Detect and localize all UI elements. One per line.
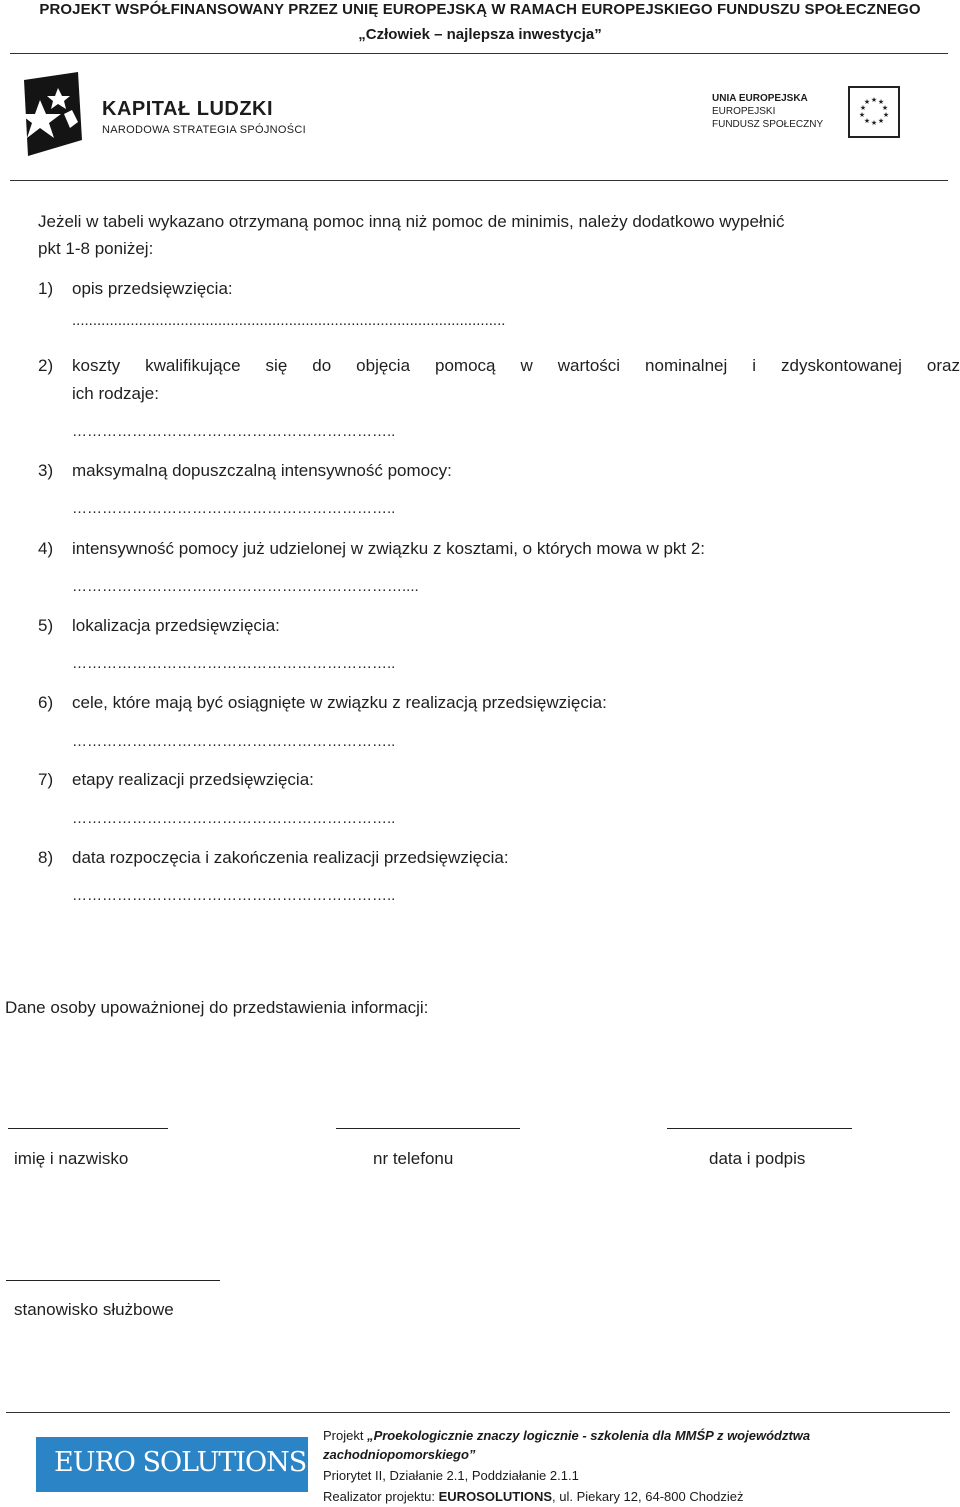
item-3-label: maksymalną dopuszczalną intensywność pomocy: — [72, 461, 452, 480]
svg-text:★: ★ — [863, 118, 871, 125]
item-4-number: 4) — [38, 539, 54, 558]
name-label: imię i nazwisko — [14, 1149, 129, 1168]
svg-text:★: ★ — [870, 97, 878, 104]
position-signature-line[interactable] — [6, 1280, 220, 1281]
svg-text:★: ★ — [870, 120, 878, 127]
eu-line2: EUROPEJSKI — [712, 106, 776, 117]
item-4-fill-line[interactable]: ………………………………………………………….... — [72, 578, 419, 595]
footer-project-line — [323, 1428, 810, 1443]
phone-signature-line[interactable] — [336, 1128, 520, 1129]
intro-line-1: Jeżeli w tabeli wykazano otrzymaną pomoc inną niż pomoc de minimis, należy dodatkowo wypełnić — [38, 212, 785, 231]
intro-line-2: pkt 1-8 poniżej: — [38, 239, 154, 258]
kapital-ludzki-logo — [20, 70, 310, 162]
logo-divider — [10, 180, 948, 181]
svg-text:★: ★ — [858, 112, 866, 119]
item-2-number: 2) — [38, 356, 54, 375]
item-5-number: 5) — [38, 616, 54, 635]
svg-text:★: ★ — [877, 99, 885, 106]
phone-label: nr telefonu — [373, 1149, 454, 1168]
svg-text:★: ★ — [859, 105, 867, 112]
name-signature-line[interactable] — [8, 1128, 168, 1129]
kapital-ludzki-emblem-icon — [20, 70, 96, 162]
item-8-fill-line[interactable]: ……………………………………………………….. — [72, 887, 396, 904]
item-1-fill-line[interactable]: ........................................................................................................ — [72, 312, 506, 329]
item-7-fill-line[interactable]: ……………………………………………………….. — [72, 810, 396, 827]
item-1-number: 1) — [38, 279, 54, 298]
eurosolutions-logo — [36, 1437, 308, 1492]
eu-line3: FUNDUSZ SPOŁECZNY — [712, 119, 824, 130]
footer-realizer-prefix: Realizator projektu: — [323, 1489, 439, 1504]
footer-project-title: „Proekologicznie znaczy logicznie - szkolenia dla MMŚP z województwa — [367, 1428, 811, 1443]
item-6-number: 6) — [38, 693, 54, 712]
svg-text:★: ★ — [882, 112, 890, 119]
svg-text:★: ★ — [881, 105, 889, 112]
item-6-label: cele, które mają być osiągnięte w związku z realizacją przedsięwzięcia: — [72, 693, 607, 712]
svg-text:★: ★ — [863, 99, 871, 106]
footer-realizer-address: , ul. Piekary 12, 64-800 Chodzież — [552, 1489, 744, 1504]
item-5-label: lokalizacja przedsięwzięcia: — [72, 616, 280, 635]
eurosolutions-logo-text: EURO SOLUTIONS — [54, 1447, 307, 1478]
eu-line1: UNIA EUROPEJSKA — [712, 93, 808, 104]
eu-flag-icon — [848, 86, 900, 138]
kapital-ludzki-title: KAPITAŁ LUDZKI — [102, 98, 274, 120]
item-7-label: etapy realizacji przedsięwzięcia: — [72, 770, 314, 789]
kapital-ludzki-subtitle: NARODOWA STRATEGIA SPÓJNOŚCI — [102, 124, 306, 136]
item-8-label: data rozpoczęcia i zakończenia realizacji przedsięwzięcia: — [72, 848, 509, 867]
eu-logo-text — [712, 92, 823, 131]
header-slogan: „Człowiek – najlepsza inwestycja” — [358, 26, 602, 43]
item-5-fill-line[interactable]: ……………………………………………………….. — [72, 655, 396, 672]
item-7-number: 7) — [38, 770, 54, 789]
footer-priority: Priorytet II, Działanie 2.1, Poddziałanie 2.1.1 — [323, 1468, 579, 1483]
item-2-label-cont: ich rodzaje: — [72, 384, 159, 403]
eu-logo — [712, 86, 902, 142]
footer-realizer — [323, 1489, 744, 1504]
footer-divider — [6, 1412, 950, 1413]
item-2-label: koszty kwalifikujące się do objęcia pomocą w wartości nominalnej i zdyskontowanej oraz — [72, 356, 960, 375]
date-signature-line[interactable] — [667, 1128, 852, 1129]
item-8-number: 8) — [38, 848, 54, 867]
footer-project-prefix: Projekt — [323, 1428, 368, 1443]
item-6-fill-line[interactable]: ……………………………………………………….. — [72, 733, 396, 750]
item-2-fill-line[interactable]: ……………………………………………………….. — [72, 423, 396, 440]
date-label: data i podpis — [709, 1149, 806, 1168]
position-label: stanowisko służbowe — [14, 1300, 174, 1319]
item-1-label: opis przedsięwzięcia: — [72, 279, 233, 298]
svg-text:★: ★ — [877, 118, 885, 125]
header-divider — [10, 53, 948, 54]
item-3-fill-line[interactable]: ……………………………………………………….. — [72, 500, 396, 517]
footer-realizer-name: EUROSOLUTIONS — [438, 1489, 553, 1504]
footer-project-title-cont: zachodniopomorskiego” — [323, 1447, 476, 1462]
header-project-line: PROJEKT WSPÓŁFINANSOWANY PRZEZ UNIĘ EUROPEJSKĄ W RAMACH EUROPEJSKIEGO FUNDUSZU SPOŁECZNEGO — [39, 1, 921, 18]
item-4-label: intensywność pomocy już udzielonej w związku z kosztami, o których mowa w pkt 2: — [72, 539, 706, 558]
signature-heading: Dane osoby upoważnionej do przedstawienia informacji: — [5, 998, 429, 1017]
item-3-number: 3) — [38, 461, 54, 480]
